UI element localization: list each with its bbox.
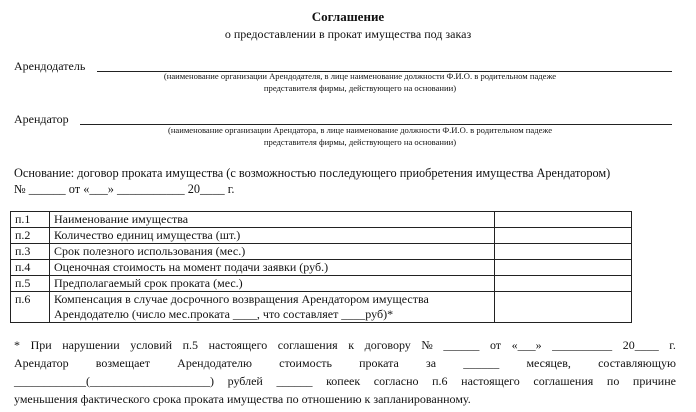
row-number: п.4 — [11, 260, 50, 276]
basis-line-2: № ______ от «___» ___________ 20____ г. — [14, 182, 235, 196]
row-text: Наименование имущества — [50, 212, 495, 228]
lessee-hint-2: представителя фирмы, действующего на основании) — [263, 137, 457, 147]
row-value-cell[interactable] — [495, 244, 632, 260]
footnote-word: п.6 — [432, 374, 448, 388]
table-row — [11, 276, 632, 292]
table-row — [11, 292, 632, 323]
row-text: Оценочная стоимость на момент подачи заявки (руб.) — [50, 260, 495, 276]
footnote-word: настоящего — [461, 374, 520, 388]
footnote-word: «___» — [511, 338, 542, 352]
footnote-word: копеек — [326, 374, 361, 388]
row-value-cell[interactable] — [495, 292, 632, 323]
lessee-label: Арендатор — [14, 112, 69, 126]
table-row — [11, 260, 632, 276]
footnote-word: При — [30, 338, 52, 352]
footnote-word: месяцев, — [526, 356, 571, 370]
footnote-word: возмещает — [95, 356, 150, 370]
table-row — [11, 212, 632, 228]
footnote-word: договору — [364, 338, 411, 352]
row-number: п.5 — [11, 276, 50, 292]
footnote-line-2 — [14, 354, 676, 372]
lessor-label: Арендодатель — [14, 59, 86, 73]
footnote-word: * — [14, 338, 20, 352]
footnote-word: нарушении — [62, 338, 120, 352]
footnote-word: № — [421, 338, 433, 352]
row-text: Срок полезного использования (мес.) — [50, 244, 495, 260]
footnote-word: за — [426, 356, 437, 370]
footnote-word: 20____ — [622, 338, 659, 352]
footnote-word: г. — [669, 338, 676, 352]
row-value-cell[interactable] — [495, 276, 632, 292]
row-value-cell[interactable] — [495, 212, 632, 228]
footnote-word: ______ — [276, 374, 313, 388]
row-number: п.1 — [11, 212, 50, 228]
row-text-line-1: Компенсация в случае досрочного возвращения Арендатором имущества — [54, 292, 429, 306]
row-value-cell[interactable] — [495, 228, 632, 244]
lessor-hint-2: представителя фирмы, действующего на основании) — [263, 83, 457, 93]
footnote-word: __________ — [552, 338, 613, 352]
footnote-line-3 — [14, 372, 676, 390]
row-number: п.6 — [11, 292, 50, 323]
footnote-line-1 — [14, 336, 676, 354]
footnote-word: п.5 — [182, 338, 199, 352]
footnote-word: соглашения — [533, 374, 594, 388]
footnote-word: ______ — [463, 356, 500, 370]
document-title: Соглашение — [311, 9, 385, 24]
footnote-word: ____________(____________________) — [14, 374, 214, 388]
footnote-word: согласно — [373, 374, 419, 388]
footnote-word: причине — [632, 374, 676, 388]
footnote-word: Арендатор — [14, 356, 69, 370]
lessee-hint-1: (наименование организации Арендатора, в лице наименование должности Ф.И.О. в родительном падеже — [167, 125, 553, 135]
footnote — [14, 336, 676, 408]
footnote-word: стоимость — [279, 356, 332, 370]
footnote-word: условий — [130, 338, 173, 352]
footnote-word: от — [489, 338, 502, 352]
footnote-word: соглашения — [277, 338, 338, 352]
row-number: п.3 — [11, 244, 50, 260]
row-text: Предполагаемый срок проката (мес.) — [50, 276, 495, 292]
lessor-hint-1: (наименование организации Арендодателя, в лице наименование должности Ф.И.О. в родительном падеже — [163, 71, 557, 81]
footnote-word: по — [606, 374, 620, 388]
basis-line-1: Основание: договор проката имущества (с возможностью последующего приобретения имущества Арендатором) — [14, 166, 611, 180]
footnote-word: к — [348, 338, 355, 352]
property-table — [10, 211, 632, 323]
footnote-line-4: уменьшения фактического срока проката имущества по отношению к запланированному. — [14, 392, 471, 406]
footnote-word: ______ — [443, 338, 480, 352]
row-number: п.2 — [11, 228, 50, 244]
document-subtitle: о предоставлении в прокат имущества под заказ — [224, 27, 472, 41]
footnote-word: рублей — [227, 374, 263, 388]
footnote-word: проката — [359, 356, 399, 370]
row-text: Количество единиц имущества (шт.) — [50, 228, 495, 244]
footnote-word: Арендодателю — [177, 356, 252, 370]
row-text — [50, 292, 495, 323]
footnote-word: настоящего — [208, 338, 268, 352]
footnote-word: составляющую — [598, 356, 676, 370]
table-row — [11, 244, 632, 260]
row-value-cell[interactable] — [495, 260, 632, 276]
table-row — [11, 228, 632, 244]
row-text-line-2: Арендодателю (число мес.проката ____, что составляет ____руб)* — [54, 307, 394, 321]
